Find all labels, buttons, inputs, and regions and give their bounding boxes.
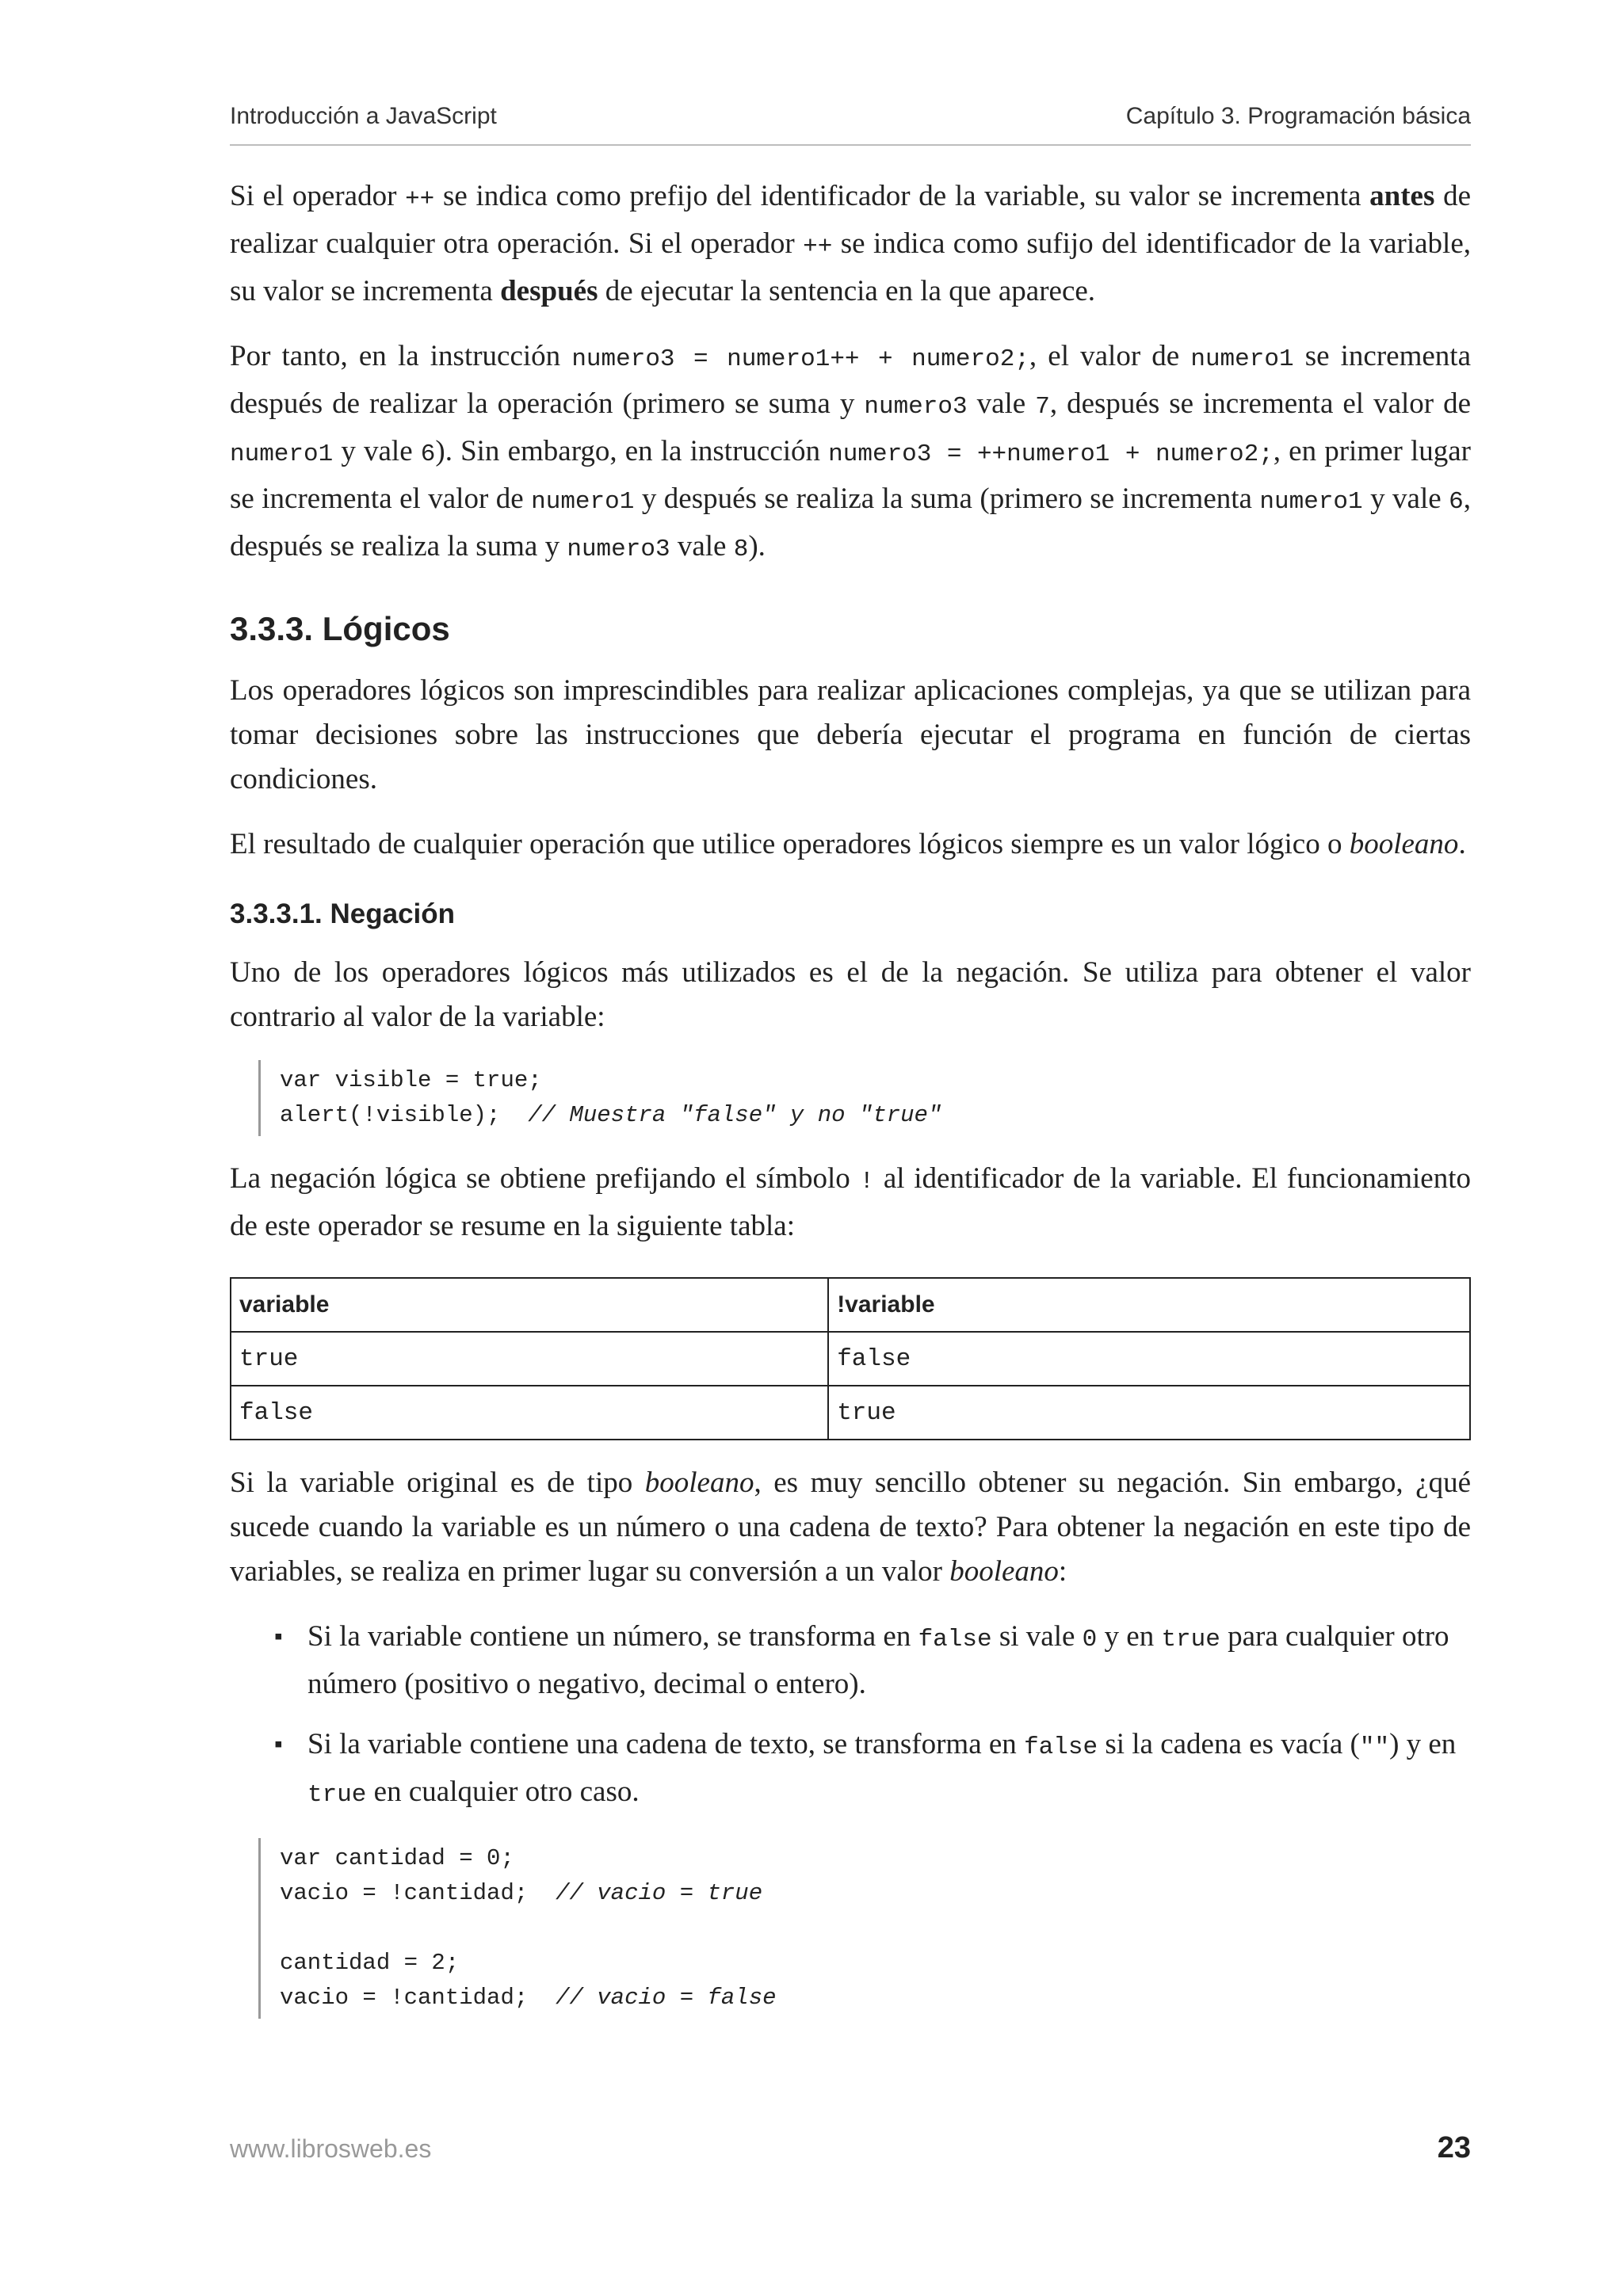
- footer-website-link[interactable]: www.librosweb.es: [230, 2134, 432, 2163]
- section-heading-logicos: 3.3.3. Lógicos: [230, 610, 450, 647]
- list-item: ▪ Si la variable contiene una cadena de texto, se transforma en false si la cadena es vacía ("") y en true en cualquier otro caso.: [307, 1722, 1471, 1817]
- table-cell: false: [828, 1332, 1470, 1386]
- code-block-cantidad: var cantidad = 0; vacio = !cantidad; // vacio = true cantidad = 2; vacio = !cantidad; // vacio = false: [258, 1838, 1471, 2019]
- table-header-cell: !variable: [828, 1278, 1470, 1332]
- header-book-title: Introducción a JavaScript: [230, 103, 497, 129]
- table-row: [231, 1332, 1470, 1386]
- table-row: [231, 1386, 1470, 1440]
- code-block-visible: var visible = true; alert(!visible); // Muestra "false" y no "true": [258, 1060, 1471, 1136]
- truth-table: [230, 1277, 1471, 1440]
- table-cell: true: [828, 1386, 1470, 1440]
- paragraph-increment-example: Por tanto, en la instrucción numero3 = numero1++ + numero2;, el valor de numero1 se incrementa después de realizar la operación (primero se suma y numero3 vale 7, después se incrementa el valor de numero1 y vale 6). Sin embargo, en la instrucción numero3 = ++numero1 + numero2;, en primer lugar se incrementa el valor de numero1 y después se realiza la suma (primero se incrementa numero1 y vale 6, después se realiza la suma y numero3 vale 8).: [230, 340, 1472, 563]
- paragraph-negacion-conversion: Si la variable original es de tipo booleano, es muy sencillo obtener su negación. Sin embargo, ¿qué sucede cuando la variable es un número o una cadena de texto? Para obtener la negación en este tipo de variables, se realiza en primer lugar su conversión a un valor booleano:: [230, 1466, 1471, 1588]
- page-content: [230, 103, 1471, 2019]
- page-number: 23: [1437, 2131, 1471, 2164]
- paragraph-increment-prefix-suffix: Si el operador ++ se indica como prefijo del identificador de la variable, su valor se incrementa antes de realizar cualquier otra operación. Si el operador ++ se indica como sufijo del identificador de la variable, su valor se incrementa después de ejecutar la sentencia en la que aparece.: [230, 180, 1471, 307]
- page-footer: [230, 2131, 1471, 2165]
- running-header: [230, 103, 1471, 146]
- table-header-row: [231, 1278, 1470, 1332]
- paragraph-logicos-intro: Los operadores lógicos son imprescindibles para realizar aplicaciones complejas, ya que se utilizan para tomar decisiones sobre las instrucciones que debería ejecutar el programa en función de ciertas condiciones.: [230, 674, 1471, 795]
- list-item: ▪ Si la variable contiene un número, se transforma en false si vale 0 y en true para cualquier otro número (positivo o negativo, decimal o entero).: [307, 1615, 1471, 1707]
- table-cell: true: [231, 1332, 828, 1386]
- table-header-cell: variable: [231, 1278, 828, 1332]
- paragraph-negacion-symbol: La negación lógica se obtiene prefijando el símbolo ! al identificador de la variable. El funcionamiento de este operador se resume en la siguiente tabla:: [230, 1162, 1472, 1242]
- paragraph-negacion-intro: Uno de los operadores lógicos más utilizados es el de la negación. Se utiliza para obtener el valor contrario al valor de la variable:: [230, 956, 1471, 1033]
- subsection-heading-negacion: 3.3.3.1. Negación: [230, 898, 456, 929]
- conversion-rules-list: [230, 1615, 1471, 1817]
- table-cell: false: [231, 1386, 828, 1440]
- header-chapter-title: Capítulo 3. Programación básica: [1125, 103, 1471, 129]
- paragraph-logicos-result: El resultado de cualquier operación que utilice operadores lógicos siempre es un valor lógico o booleano.: [230, 828, 1466, 860]
